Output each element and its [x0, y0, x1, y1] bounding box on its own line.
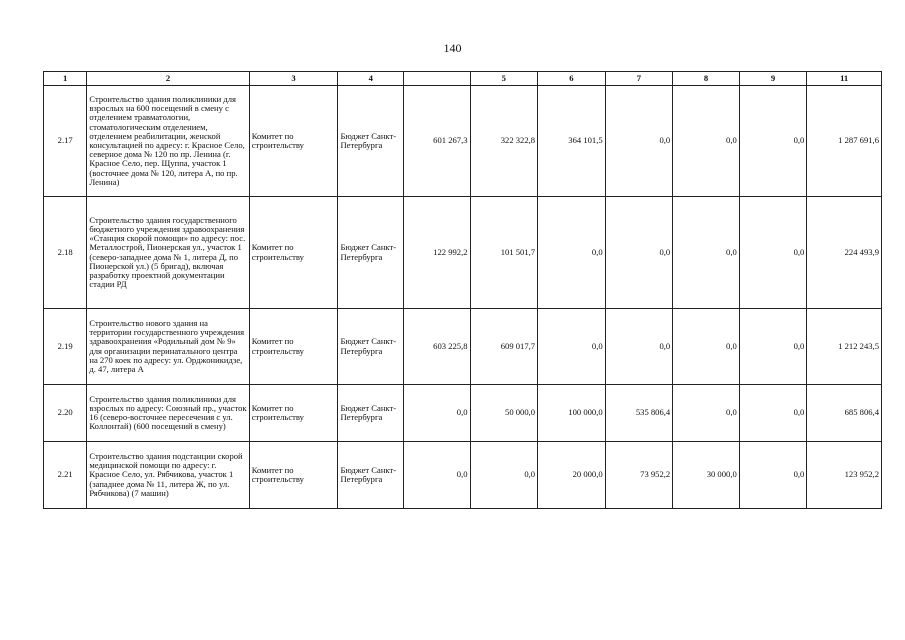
row-source: Бюджет Санкт-Петербурга: [338, 197, 404, 309]
column-header: 5: [470, 72, 538, 86]
row-value: 30 000,0: [673, 442, 740, 509]
row-value: 601 267,3: [403, 86, 470, 197]
row-source: Бюджет Санкт-Петербурга: [338, 442, 404, 509]
row-total: 123 952,2: [807, 442, 882, 509]
row-number: 2.19: [44, 309, 87, 385]
row-value: 0,0: [673, 86, 740, 197]
row-value: 0,0: [538, 197, 606, 309]
row-value: 0,0: [403, 385, 470, 442]
row-total: 224 493,9: [807, 197, 882, 309]
row-value: 0,0: [739, 86, 807, 197]
column-header: 7: [605, 72, 673, 86]
table-row: [44, 197, 882, 309]
row-value: 0,0: [605, 309, 673, 385]
row-value: 0,0: [403, 442, 470, 509]
row-value: 122 992,2: [403, 197, 470, 309]
row-value: 0,0: [739, 442, 807, 509]
row-value: 609 017,7: [470, 309, 538, 385]
column-header: 6: [538, 72, 606, 86]
row-value: 100 000,0: [538, 385, 606, 442]
budget-table: [43, 71, 882, 509]
row-value: 0,0: [673, 309, 740, 385]
row-description: Строительство нового здания на территории государственного учреждения здравоохранения «Родильный дом № 9» для организации перинатального центра на 270 коек по адресу: ул. Орджоникидзе, д. 47, литера А: [87, 309, 249, 385]
row-value: 0,0: [739, 385, 807, 442]
row-customer: Комитет по строительству: [249, 385, 338, 442]
column-header: 2: [87, 72, 249, 86]
row-description: Строительство здания поликлиники для взрослых на 600 посещений в смену с отделением травматологии, стоматологическим отделением, отделением реабилитации, женской консультацией по адресу: г. Красное Село, северное дома № 120 по пр. Ленина (г. Красное Село, пер. Щуппа, участок 1 (восточнее дома № 120, литера А, по пр. Ленина): [87, 86, 249, 197]
row-description: Строительство здания государственного бюджетного учреждения здравоохранения «Станция скорой помощи» по адресу: пос. Металлострой, Пионерская ул., участок 1 (северо-западнее дома № 1, литера Д, по Пионерской ул.) (5 бригад), включая разработку проектной документации стадии РД: [87, 197, 249, 309]
table-row: [44, 385, 882, 442]
column-header: 11: [807, 72, 882, 86]
row-value: 73 952,2: [605, 442, 673, 509]
row-customer: Комитет по строительству: [249, 86, 338, 197]
row-value: 101 501,7: [470, 197, 538, 309]
row-customer: Комитет по строительству: [249, 197, 338, 309]
row-value: 322 322,8: [470, 86, 538, 197]
column-header: 3: [249, 72, 338, 86]
row-value: 50 000,0: [470, 385, 538, 442]
row-total: 685 806,4: [807, 385, 882, 442]
column-header: 1: [44, 72, 87, 86]
table-row: [44, 309, 882, 385]
column-header: [403, 72, 470, 86]
column-header: 4: [338, 72, 404, 86]
column-header: 9: [739, 72, 807, 86]
row-customer: Комитет по строительству: [249, 309, 338, 385]
page-number: 140: [443, 41, 462, 55]
row-number: 2.18: [44, 197, 87, 309]
row-value: 603 225,8: [403, 309, 470, 385]
row-number: 2.20: [44, 385, 87, 442]
row-value: 0,0: [605, 86, 673, 197]
row-source: Бюджет Санкт-Петербурга: [338, 86, 404, 197]
row-total: 1 287 691,6: [807, 86, 882, 197]
row-description: Строительство здания подстанции скорой медицинской помощи по адресу: г. Красное Село, ул. Рябчикова, участок 1 (западнее дома № 11, литера Ж, по ул. Рябчикова) (7 машин): [87, 442, 249, 509]
row-value: 0,0: [605, 197, 673, 309]
row-value: 20 000,0: [538, 442, 606, 509]
table-row: [44, 86, 882, 197]
column-header: 8: [673, 72, 740, 86]
row-number: 2.17: [44, 86, 87, 197]
row-value: 0,0: [538, 309, 606, 385]
row-source: Бюджет Санкт-Петербурга: [338, 385, 404, 442]
row-value: 0,0: [739, 197, 807, 309]
row-source: Бюджет Санкт-Петербурга: [338, 309, 404, 385]
table-row: [44, 442, 882, 509]
row-value: 0,0: [673, 197, 740, 309]
row-value: 0,0: [739, 309, 807, 385]
row-description: Строительство здания поликлиники для взрослых по адресу: Союзный пр., участок 16 (северо-восточнее пересечения с ул. Коллонтай) (600 посещений в смену): [87, 385, 249, 442]
row-value: 364 101,5: [538, 86, 606, 197]
header-row: [44, 72, 882, 86]
row-total: 1 212 243,5: [807, 309, 882, 385]
row-value: 535 806,4: [605, 385, 673, 442]
row-number: 2.21: [44, 442, 87, 509]
row-value: 0,0: [673, 385, 740, 442]
row-value: 0,0: [470, 442, 538, 509]
row-customer: Комитет по строительству: [249, 442, 338, 509]
